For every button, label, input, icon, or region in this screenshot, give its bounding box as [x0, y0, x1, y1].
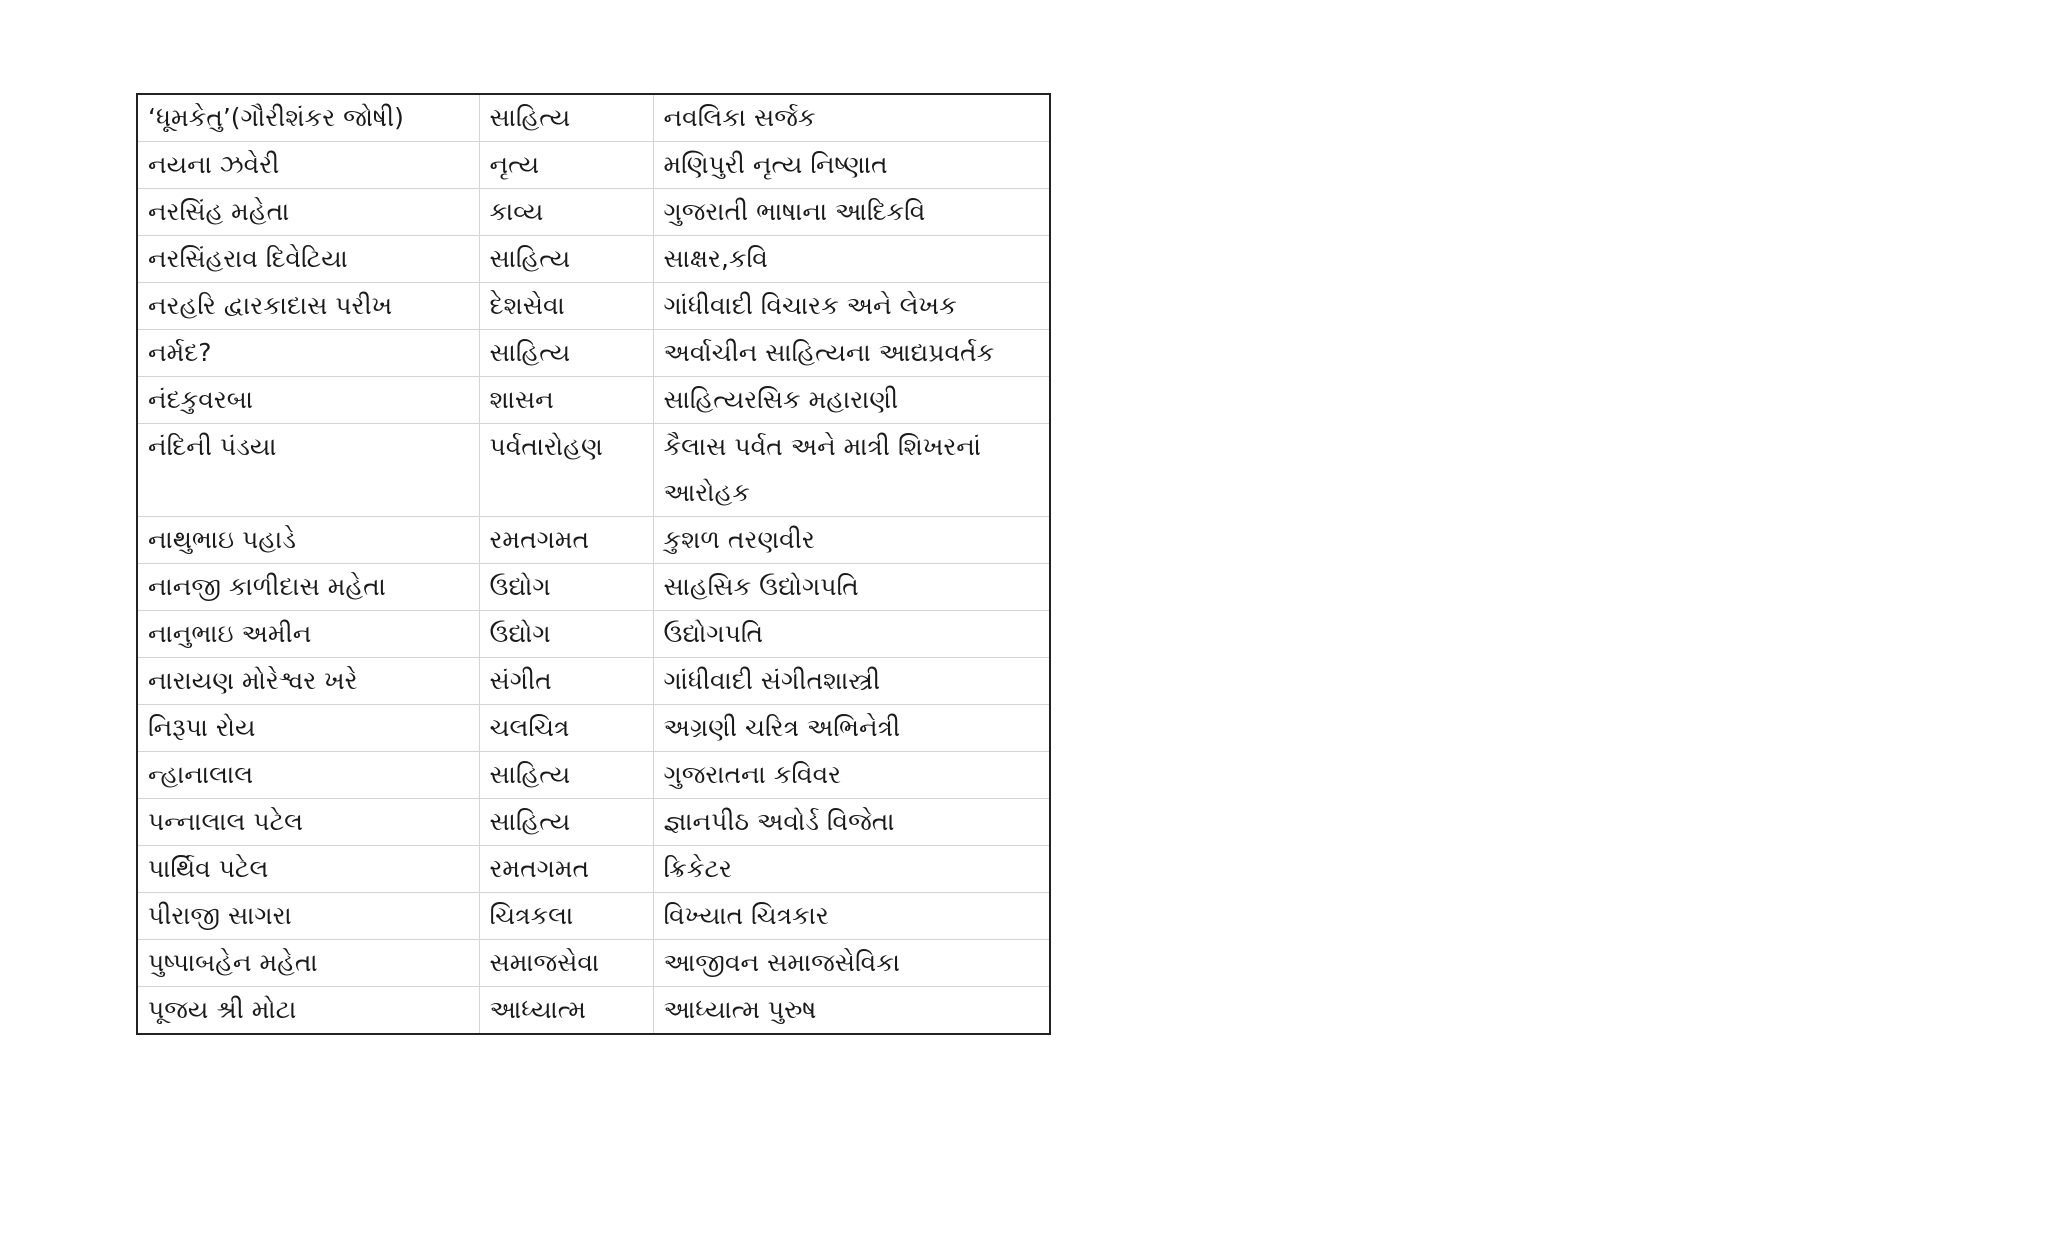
person-name-cell: નિરૂપા રોય: [137, 705, 479, 752]
field-cell: સાહિત્ય: [479, 799, 653, 846]
table-row: [137, 424, 1050, 517]
person-name-cell: નરહરિ દ્વારકાદાસ પરીખ: [137, 283, 479, 330]
table-row: [137, 987, 1050, 1035]
description-cell: સાહસિક ઉદ્યોગપતિ: [653, 564, 1050, 611]
person-name-cell: પૂજય શ્રી મોટા: [137, 987, 479, 1035]
person-name-cell: ન્હાનાલાલ: [137, 752, 479, 799]
table-row: [137, 564, 1050, 611]
table-body: [137, 94, 1050, 1034]
field-cell: રમતગમત: [479, 846, 653, 893]
field-cell: સંગીત: [479, 658, 653, 705]
person-name-cell: નયના ઝવેરી: [137, 142, 479, 189]
person-name-cell: ‘ધૂમકેતુ’(ગૌરીશંકર જોષી): [137, 94, 479, 142]
field-cell: ઉદ્યોગ: [479, 611, 653, 658]
description-cell: ગુજરાતી ભાષાના આદિકવિ: [653, 189, 1050, 236]
field-cell: આધ્યાત્મ: [479, 987, 653, 1035]
description-cell: જ્ઞાનપીઠ અવોર્ડ વિજેતા: [653, 799, 1050, 846]
field-cell: રમતગમત: [479, 517, 653, 564]
table-row: [137, 893, 1050, 940]
table-row: [137, 517, 1050, 564]
field-cell: સાહિત્ય: [479, 752, 653, 799]
field-cell: સાહિત્ય: [479, 236, 653, 283]
description-cell: ક્રિકેટર: [653, 846, 1050, 893]
table-row: [137, 283, 1050, 330]
person-name-cell: નરસિંહ મહેતા: [137, 189, 479, 236]
person-name-cell: નાનજી કાળીદાસ મહેતા: [137, 564, 479, 611]
field-cell: પર્વતારોહણ: [479, 424, 653, 517]
person-name-cell: નંદકુવરબા: [137, 377, 479, 424]
person-name-cell: નર્મદ?: [137, 330, 479, 377]
description-cell: કુશળ તરણવીર: [653, 517, 1050, 564]
table-row: [137, 658, 1050, 705]
description-cell: ગાંધીવાદી સંગીતશાસ્ત્રી: [653, 658, 1050, 705]
description-cell: અગ્રણી ચરિત્ર અભિનેત્રી: [653, 705, 1050, 752]
description-cell: મણિપુરી નૃત્ય નિષ્ણાત: [653, 142, 1050, 189]
table-row: [137, 846, 1050, 893]
description-cell: સાહિત્યરસિક મહારાણી: [653, 377, 1050, 424]
table-row: [137, 940, 1050, 987]
field-cell: ઉદ્યોગ: [479, 564, 653, 611]
field-cell: ચલચિત્ર: [479, 705, 653, 752]
description-cell: નવલિકા સર્જક: [653, 94, 1050, 142]
field-cell: ચિત્રકલા: [479, 893, 653, 940]
field-cell: સાહિત્ય: [479, 94, 653, 142]
person-name-cell: નંદિની પંડયા: [137, 424, 479, 517]
person-name-cell: નરસિંહરાવ દિવેટિયા: [137, 236, 479, 283]
person-name-cell: નાનુભાઇ અમીન: [137, 611, 479, 658]
description-cell: ગાંધીવાદી વિચારક અને લેખક: [653, 283, 1050, 330]
description-cell: કૈલાસ પર્વત અને માત્રી શિખરનાં આરોહક: [653, 424, 1050, 517]
table-row: [137, 752, 1050, 799]
table-row: [137, 705, 1050, 752]
person-name-cell: પન્નાલાલ પટેલ: [137, 799, 479, 846]
person-name-cell: નારાયણ મોરેશ્વર ખરે: [137, 658, 479, 705]
person-name-cell: પીરાજી સાગરા: [137, 893, 479, 940]
table-row: [137, 94, 1050, 142]
table-row: [137, 377, 1050, 424]
field-cell: શાસન: [479, 377, 653, 424]
person-name-cell: પુષ્પાબહેન મહેતા: [137, 940, 479, 987]
field-cell: કાવ્ય: [479, 189, 653, 236]
description-cell: સાક્ષર,કવિ: [653, 236, 1050, 283]
person-name-cell: પાર્થિવ પટેલ: [137, 846, 479, 893]
description-cell: ઉદ્યોગપતિ: [653, 611, 1050, 658]
field-cell: સાહિત્ય: [479, 330, 653, 377]
description-cell: વિખ્યાત ચિત્રકાર: [653, 893, 1050, 940]
table-row: [137, 142, 1050, 189]
table-row: [137, 799, 1050, 846]
field-cell: સમાજસેવા: [479, 940, 653, 987]
field-cell: દેશસેવા: [479, 283, 653, 330]
field-cell: નૃત્ય: [479, 142, 653, 189]
table-row: [137, 611, 1050, 658]
description-cell: આજીવન સમાજસેવિકા: [653, 940, 1050, 987]
description-cell: ગુજરાતના કવિવર: [653, 752, 1050, 799]
table-row: [137, 236, 1050, 283]
description-cell: આધ્યાત્મ પુરુષ: [653, 987, 1050, 1035]
table-row: [137, 330, 1050, 377]
table-row: [137, 189, 1050, 236]
description-cell: અર્વાચીન સાહિત્યના આદ્યપ્રવર્તક: [653, 330, 1050, 377]
personalities-table: [136, 93, 1051, 1035]
person-name-cell: નાથુભાઇ પહાડે: [137, 517, 479, 564]
